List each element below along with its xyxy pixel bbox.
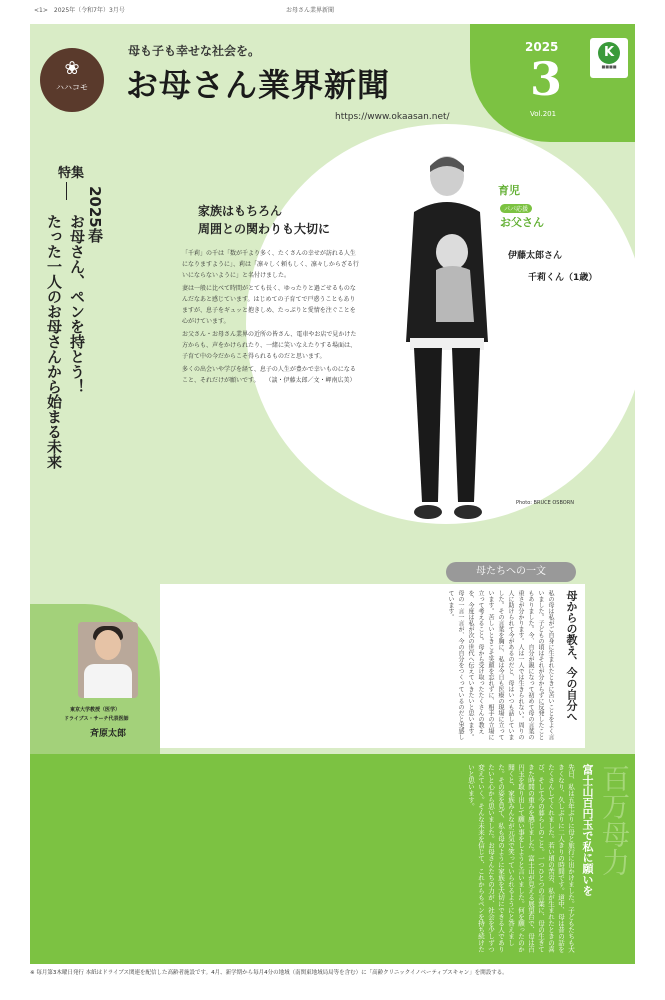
article-paragraph: お父さん・お母さん業界の近所の皆さん、電車やお店で見かけた方からも、声をかけられたり、一緒に笑いなえたりする場面は、子育て中の今だからこそ得られるものだと思います。	[182, 331, 357, 360]
label-otousan: お父さん	[500, 216, 544, 229]
author-portrait	[78, 622, 138, 698]
bottom-essay	[30, 754, 635, 964]
column-title: 母からの教え、今の自分へ	[565, 590, 578, 722]
father-with-baby-photo	[392, 152, 502, 532]
author-affiliation-2: ドライブス・サーチ代表医師	[64, 716, 129, 722]
label-ikuji: 育児	[498, 184, 520, 197]
site-url[interactable]: https://www.okaasan.net/	[335, 112, 450, 122]
article-paragraph: 「千莉」の千は「数が千より多く、たくさんの幸せが訪れる人生になりますように」、莉は「凛々しく頼もしく、凛々しからざる行いにならないように」と名付けました。	[182, 250, 359, 279]
slogan: 母も子も幸せな社会を。	[128, 44, 261, 58]
label-papa-badge: パパ応援	[500, 204, 532, 213]
photo-credit: Photo: BRUCE OSBORN	[516, 500, 574, 506]
feature-headline-2: たった一人のお母さんから始まる未来	[45, 214, 63, 469]
feature-headline-1: お母さん、ペンを持とう！	[68, 214, 86, 394]
author-affiliation: 東京大学教授（医学）	[70, 707, 121, 713]
caption-baby: 千莉くん（1歳）	[528, 273, 598, 283]
certification-badge	[590, 38, 628, 78]
top-strip	[0, 0, 665, 18]
issue-month: 3	[530, 52, 563, 106]
article-headline-1: 家族はもちろん	[198, 204, 283, 218]
hahakomo-logo	[40, 48, 104, 112]
column-banner: 母たちへの一文	[446, 562, 576, 582]
badge-fineprint: ■■■■	[601, 64, 617, 69]
essay-title: 富士山百円玉で私に願いを	[581, 764, 594, 896]
issue-info: <1> 2025年（令和7年）3月号	[34, 7, 125, 14]
footer-note: ※ 毎月第3木曜日発行 本紙はドライブス関連を配信した高齢者施設です。4月、新学期から毎月4分の地域（南関東地域局局等を含む）に「高齢クリニックイノベーティブスキャン」を開設する。	[30, 970, 508, 976]
column-box	[160, 584, 585, 748]
caption-father: 伊藤太郎さん	[508, 251, 563, 261]
article-paragraph: 妻は一般に比べて時間がとても長く、ゆったりと過ごせるものなんだなあと感じています。はじめての子育てで戸惑うこともありますが、息子をギュッと抱きしめ、たっぷりと愛情を注ぐことを心がけています。	[182, 285, 356, 325]
series-title: 百万母力	[598, 764, 631, 876]
column-text: 私の母は私がご自身に生まれたときに苦いことをよく言いました。子どもの頃はそれが分からずに反発したこともありました。今、自分が親になって初めて母の言葉の重さが分かります。人は一人では生きられない。周りの人に助けられて今があるのだと、母はいつも話していました。その言葉を胸に、私は今日も医療の現場に立っています。苦しいときこそ笑顔を忘れずに、相手の立場に立って考えること。母から受け取ったたくさんの教えを、今度は私が次の世代へ伝えていきたいと思います。母の一言一言が、今の自分をつくっているのだと実感しています。	[447, 590, 554, 740]
feature-season: 2025春	[86, 186, 104, 243]
article-paragraph: 多くの出会いや学びを経て、息子の人生が豊かで幸いものになること、それだけが願いです。 （談・伊藤太郎／文・岬南広美）	[182, 366, 356, 384]
feature-divider	[66, 182, 67, 200]
feature-tag: 特集	[58, 166, 85, 181]
running-title: お母さん業界新聞	[286, 7, 335, 14]
issue-year: 2025	[525, 40, 559, 54]
logo-mark-icon: ❀	[64, 58, 80, 79]
article-headline-2: 周囲との関わりも大切に	[198, 222, 331, 236]
newspaper-page	[30, 24, 635, 964]
issue-volume: Vol.201	[530, 110, 557, 118]
essay-text: 先日、私は五年ぶりに母と旅行に出かけました。子どもたちも大きくなり、久しぶりに二人きりの時間です。道中、母は昔の話をたくさんしてくれました。若い頃の苦労、私が生まれたときの喜び、そして今の暮らしのこと。一つひとつの言葉に、母の生きてきた時間の重みを感じました。富士山が見える展望台で、母は百円玉を取り出して願い事をしようと言いました。何を願ったのか聞くと、家族みんなが元気で笑っていられるようにと答えました。その姿を見て、私も母のように家族を大切にできる人でありたいと心から思いました。お母さんたちの力が、社会を少しずつ変えていく。そんな未来を信じて、これからもペンを持ち続けたいと思います。	[467, 764, 575, 953]
author-name: 斉原太郎	[90, 729, 127, 739]
masthead-title: お母さん業界新聞	[126, 66, 391, 104]
article-body	[182, 248, 360, 388]
k-logo-icon: K	[598, 42, 620, 64]
logo-text: ハハコモ	[56, 83, 88, 92]
